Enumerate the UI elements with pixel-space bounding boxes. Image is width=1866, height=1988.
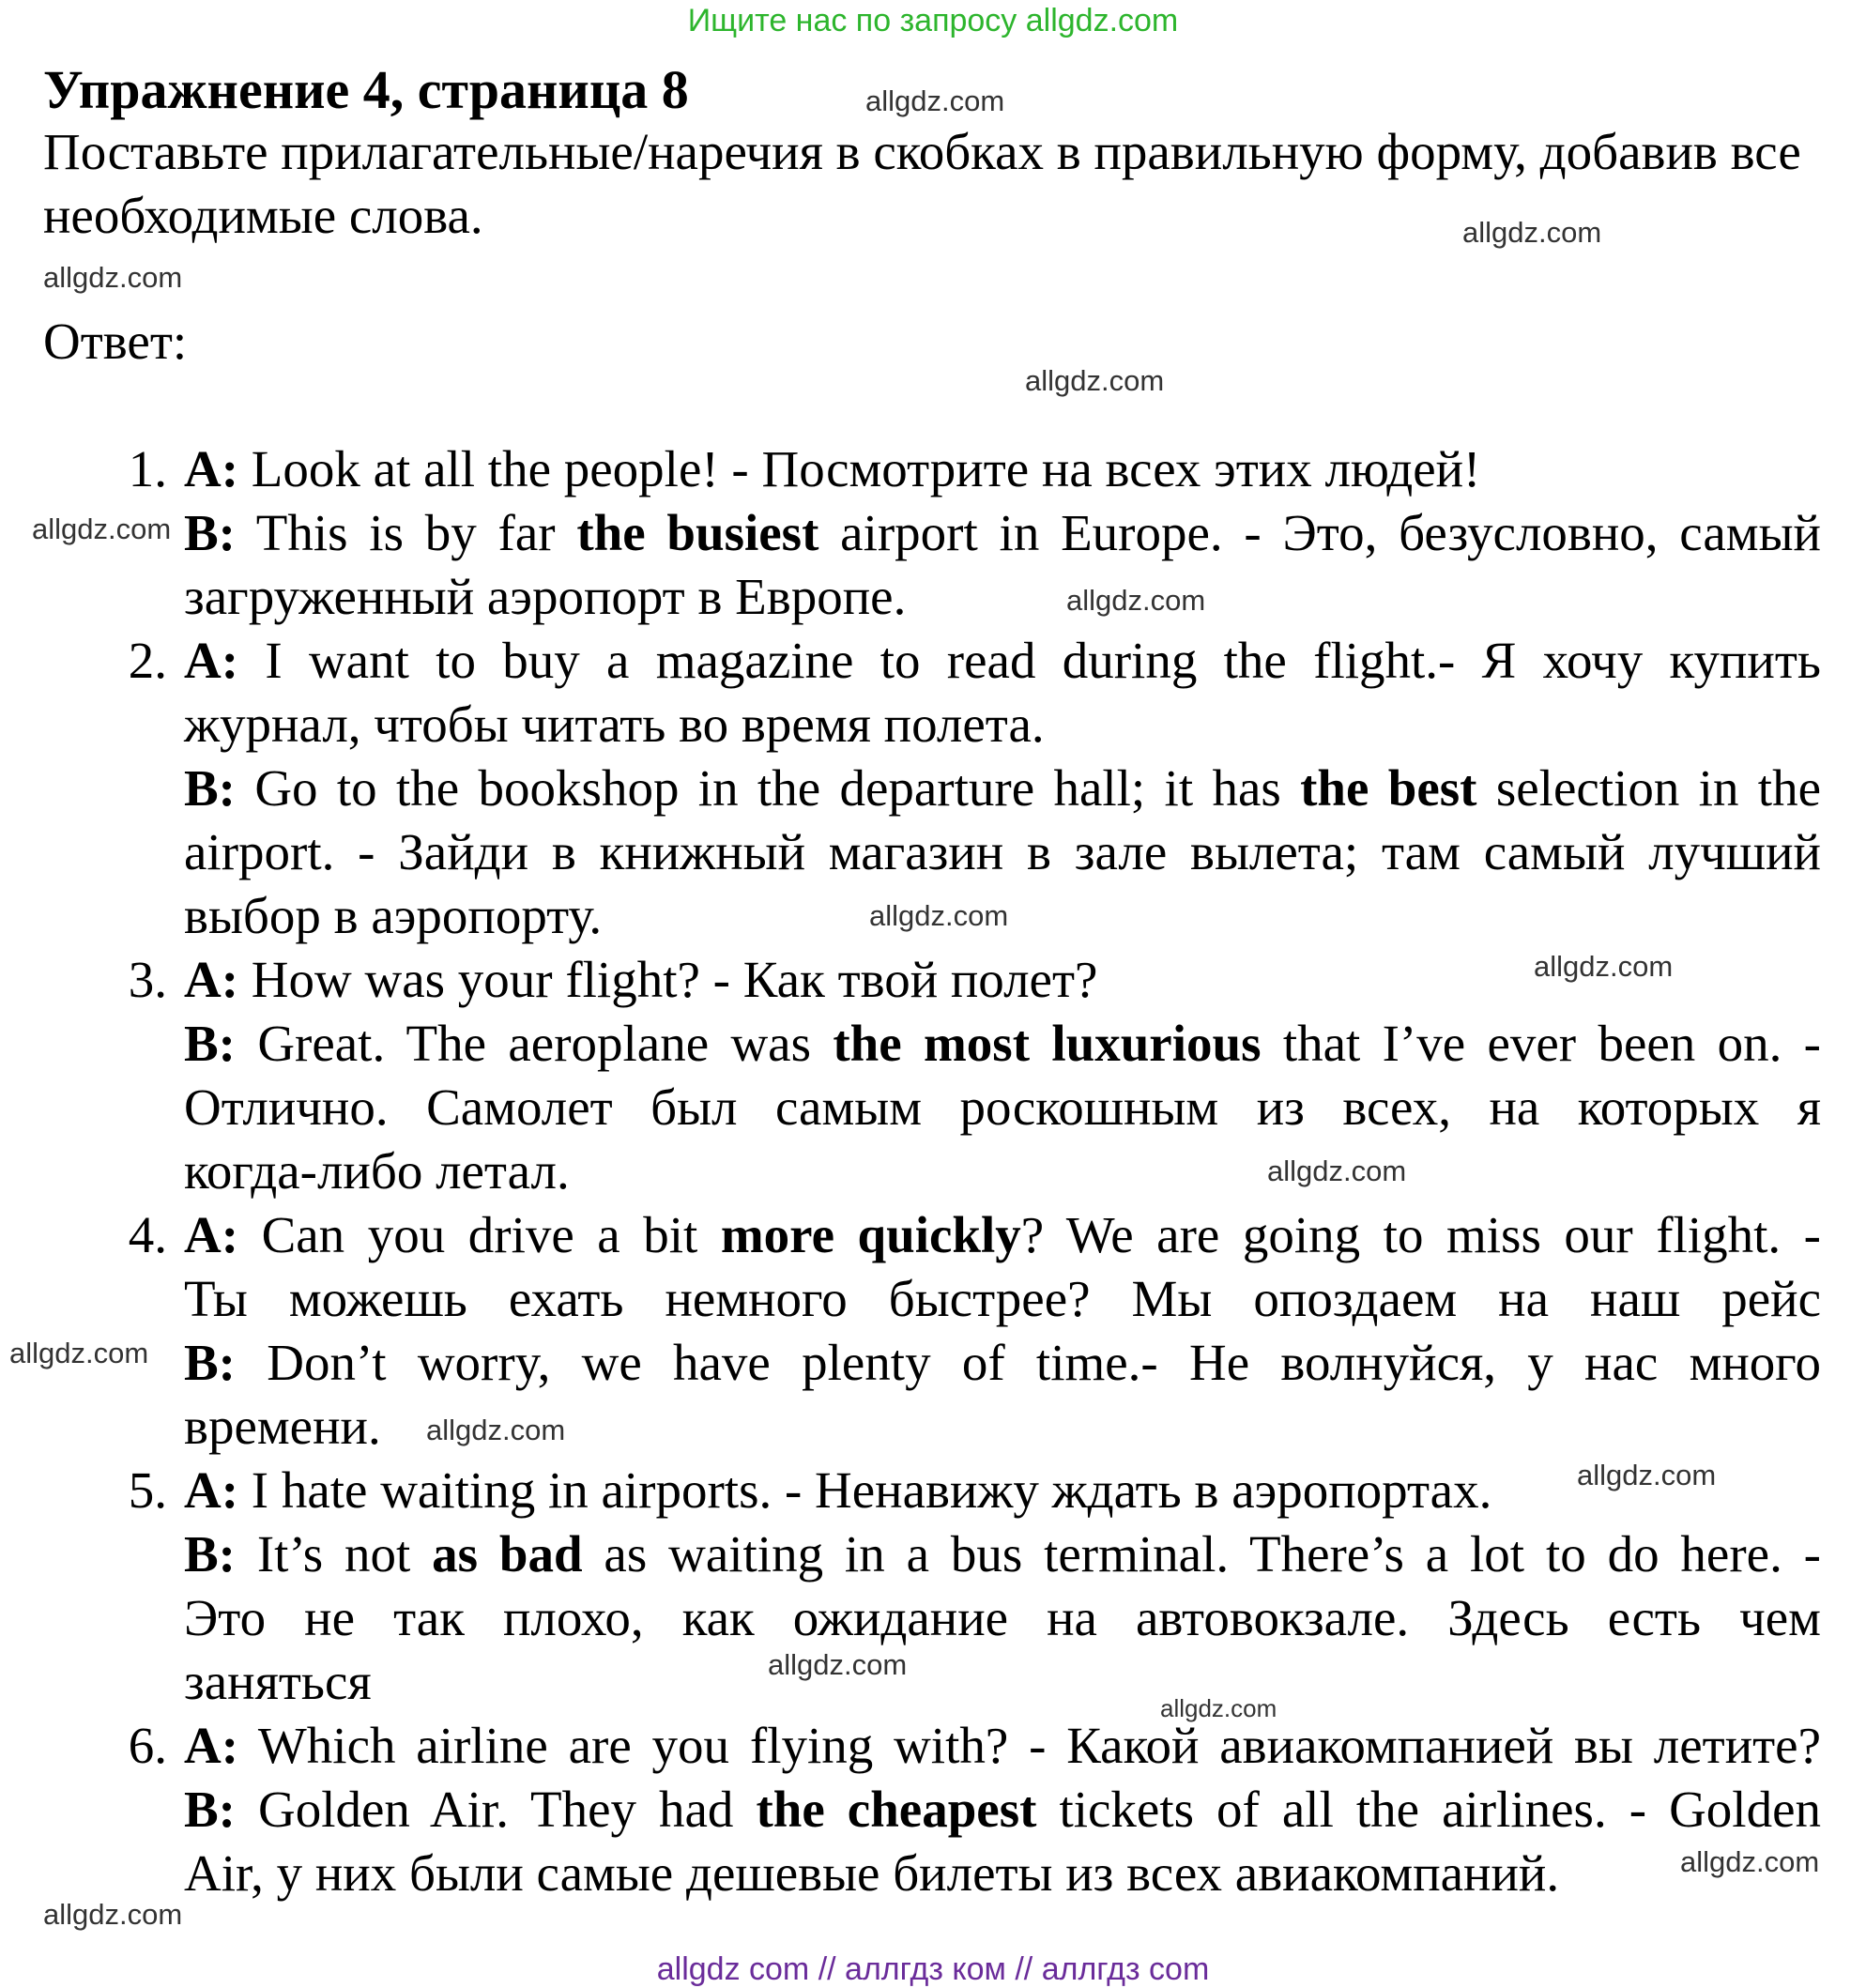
speaker-b-label: B: xyxy=(184,504,236,561)
line-b-text: Go to the bookshop in the departure hall; it has xyxy=(236,759,1301,817)
watermark: allgdz.com xyxy=(1160,1694,1277,1722)
watermark: allgdz.com xyxy=(43,261,183,294)
line-a-text: Can you drive a bit xyxy=(238,1206,721,1263)
watermark: allgdz.com xyxy=(9,1337,149,1369)
line-b-text: заняться xyxy=(184,1653,372,1710)
speaker-b-label: B: xyxy=(184,1015,236,1072)
watermark: allgdz.com xyxy=(32,512,172,545)
speaker-b-label: B: xyxy=(184,1781,236,1838)
search-banner: Ищите нас по запросу allgdz.com xyxy=(687,3,1179,38)
line-b-text: когда-либо летал. xyxy=(184,1142,570,1200)
speaker-a-label: A: xyxy=(184,440,239,497)
answer-highlight: the cheapest xyxy=(756,1781,1037,1838)
line-b-text: This is by far xyxy=(236,504,577,561)
line-a-text: How was your flight? - Как твой полет? xyxy=(238,951,1098,1008)
line-b-text: selection in the xyxy=(1476,759,1821,817)
speaker-b-label: B: xyxy=(184,759,236,817)
answer-highlight: as bad xyxy=(432,1525,583,1583)
answer-highlight: the best xyxy=(1300,759,1477,817)
watermark: allgdz.com xyxy=(1534,950,1674,983)
watermark: allgdz.com xyxy=(426,1414,566,1446)
answer-item-5 xyxy=(184,1459,1821,1714)
line-b-text: загруженный аэропорт в Европе. xyxy=(184,568,907,625)
line-a-text: журнал, чтобы читать во время полета. xyxy=(184,696,1045,753)
line-b-text: Golden Air. They had xyxy=(236,1781,757,1838)
exercise-instruction: Поставьте прилагательные/наречия в скобках в правильную форму, добавив все необходимые слова. xyxy=(43,123,1801,244)
speaker-b-label: B: xyxy=(184,1525,236,1583)
speaker-b-label: B: xyxy=(184,1334,236,1391)
item-number: 4. xyxy=(128,1206,167,1263)
watermark: allgdz.com xyxy=(768,1648,908,1681)
line-b-text: Air, у них были самые дешевые билеты из всех авиакомпаний. xyxy=(184,1844,1560,1902)
watermark: allgdz.com xyxy=(1066,584,1206,617)
answer-highlight: more quickly xyxy=(720,1206,1021,1263)
watermark: allgdz.com xyxy=(43,1898,183,1931)
line-b-text: airport. - Зайди в книжный магазин в зале вылета; там самый лучший xyxy=(184,823,1821,880)
answer-highlight: the most luxurious xyxy=(833,1015,1262,1072)
line-b-text: airport in Europe. - Это, безусловно, самый xyxy=(818,504,1821,561)
line-b-text: Это не так плохо, как ожидание на автовокзале. Здесь есть чем xyxy=(184,1589,1821,1646)
speaker-a-label: A: xyxy=(184,1717,239,1774)
line-b-text: Отлично. Самолет был самым роскошным из всех, на которых я xyxy=(184,1078,1821,1136)
line-a-text: ? We are going to miss our flight. - xyxy=(1020,1206,1821,1263)
line-a-text: Ты можешь ехать немного быстрее? Мы опоздаем на наш рейс xyxy=(184,1270,1821,1327)
page-title: Упражнение 4, страница 8 xyxy=(43,59,689,120)
watermark: allgdz.com xyxy=(1577,1459,1717,1491)
watermark: allgdz.com xyxy=(1025,364,1165,397)
watermark: allgdz.com xyxy=(1267,1155,1407,1187)
line-a-text: I want to buy a magazine to read during the flight.- Я хочу купить xyxy=(238,632,1821,689)
line-b-text: that I’ve ever been on. - xyxy=(1261,1015,1821,1072)
item-number: 2. xyxy=(128,632,167,689)
item-number: 6. xyxy=(128,1717,167,1774)
watermark: allgdz.com xyxy=(1680,1845,1820,1878)
answer-highlight: the busiest xyxy=(576,504,819,561)
line-a-text: Which airline are you flying with? - Какой авиакомпанией вы летите? xyxy=(238,1717,1821,1774)
speaker-a-label: A: xyxy=(184,1461,239,1519)
line-a-text: Look at all the people! - Посмотрите на всех этих людей! xyxy=(238,440,1481,497)
line-b-text: времени. xyxy=(184,1398,381,1455)
line-a-text: I hate waiting in airports. - Ненавижу ждать в аэропортах. xyxy=(238,1461,1492,1519)
speaker-a-label: A: xyxy=(184,951,239,1008)
line-b-text: It’s not xyxy=(236,1525,433,1583)
line-b-text: tickets of all the airlines. - Golden xyxy=(1036,1781,1821,1838)
line-b-text: Great. The aeroplane was xyxy=(236,1015,834,1072)
line-b-text: выбор в аэропорту. xyxy=(184,887,603,944)
item-number: 5. xyxy=(128,1461,167,1519)
line-b-text: as waiting in a bus terminal. There’s a lot to do here. - xyxy=(582,1525,1821,1583)
watermark: allgdz.com xyxy=(869,899,1009,932)
line-b-text: Don’t worry, we have plenty of time.- Не волнуйся, у нас много xyxy=(236,1334,1821,1391)
answer-item-6 xyxy=(184,1714,1821,1905)
item-number: 1. xyxy=(128,440,167,497)
speaker-a-label: A: xyxy=(184,1206,239,1263)
watermark: allgdz.com xyxy=(1462,216,1602,249)
speaker-a-label: A: xyxy=(184,632,239,689)
answer-label: Ответ: xyxy=(43,313,188,370)
footer-watermark: allgdz com // аллгдз ком // аллгдз com xyxy=(656,1951,1210,1987)
answer-item-3 xyxy=(184,948,1821,1203)
answer-item-1 xyxy=(184,437,1821,629)
item-number: 3. xyxy=(128,951,167,1008)
watermark: allgdz.com xyxy=(865,84,1005,117)
